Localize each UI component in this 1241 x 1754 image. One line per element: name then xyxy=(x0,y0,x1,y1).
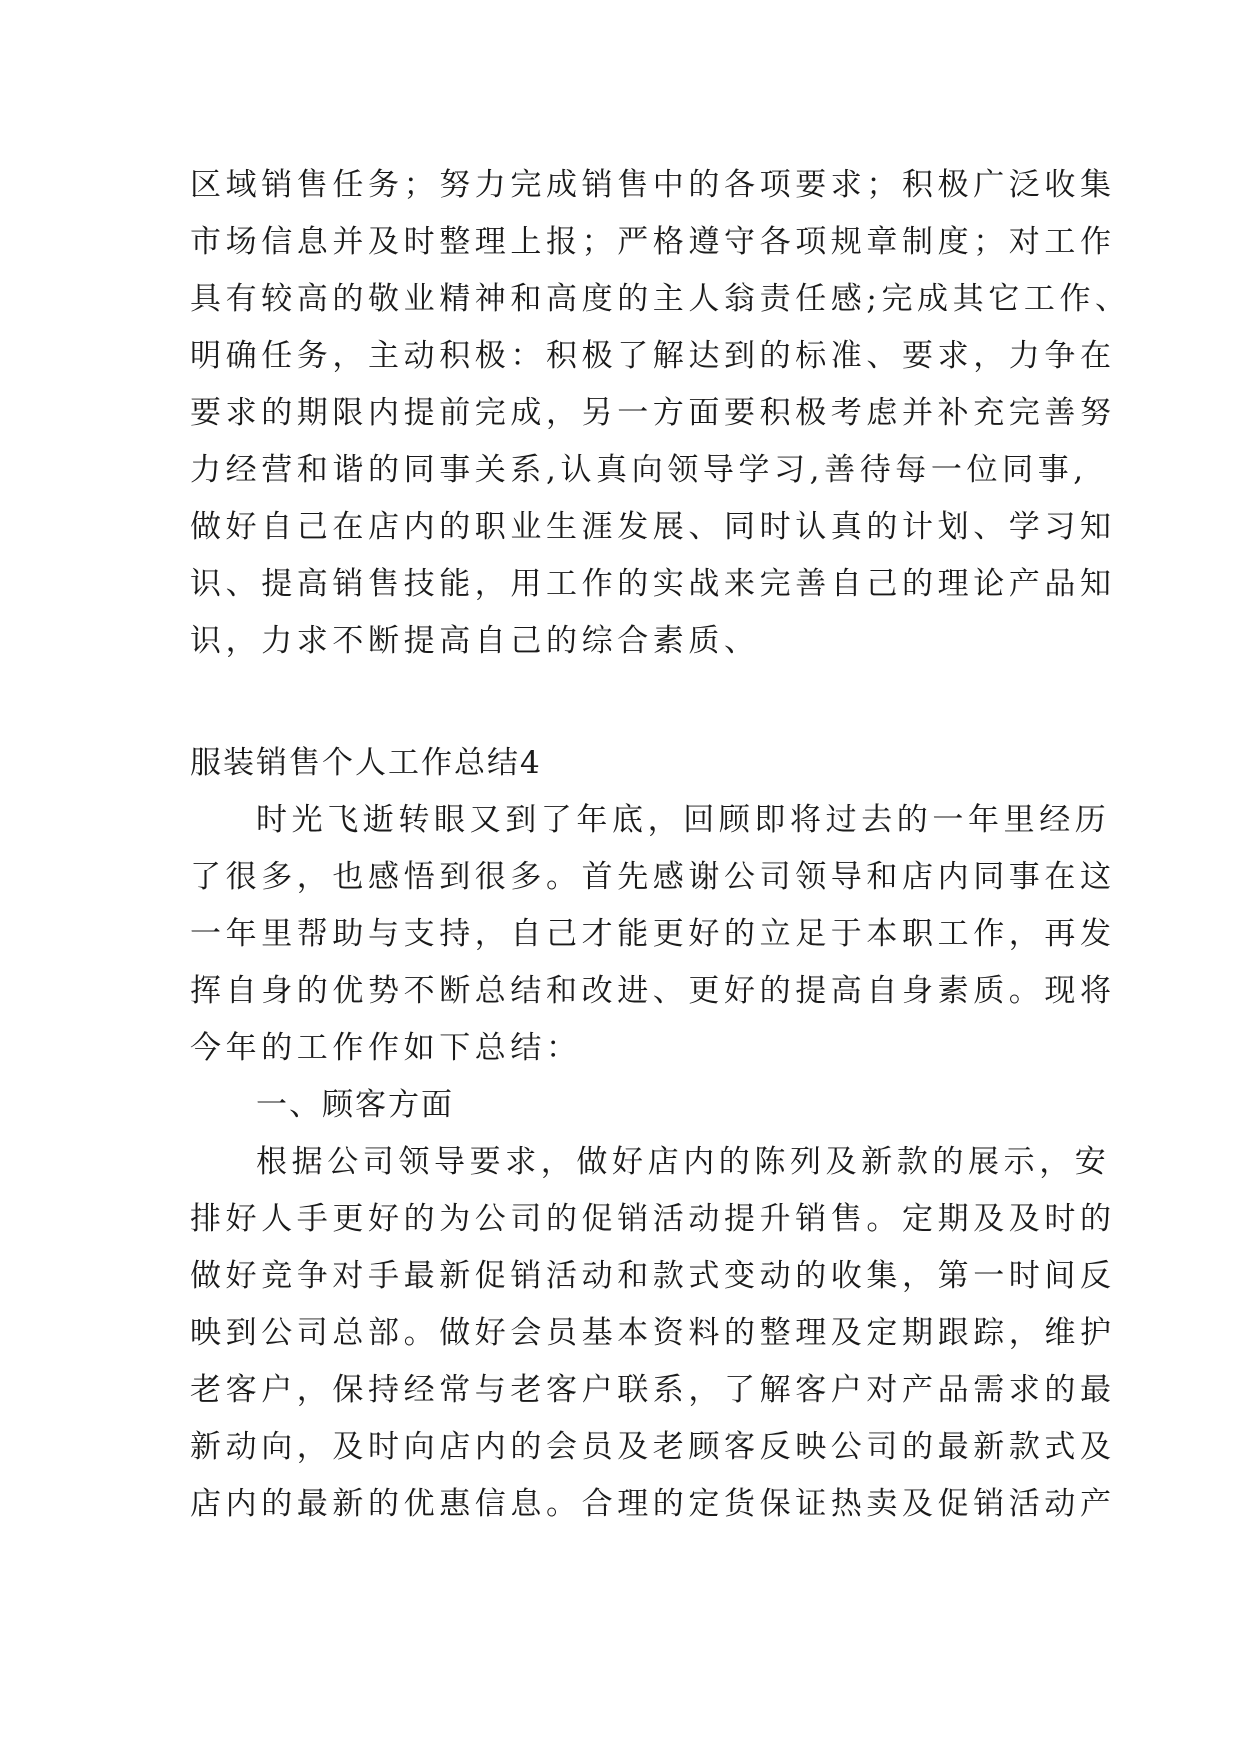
paragraph-line: 区域销售任务；努力完成销售中的各项要求；积极广泛收集 xyxy=(190,167,1116,203)
paragraph-line: 排好人手更好的为公司的促销活动提升销售。定期及及时的 xyxy=(190,1201,1116,1237)
paragraph-line: 识，力求不断提高自己的综合素质、 xyxy=(190,623,760,659)
paragraph-line: 一年里帮助与支持，自己才能更好的立足于本职工作，再发 xyxy=(190,916,1116,952)
paragraph-line: 力经营和谐的同事关系,认真向领导学习,善待每一位同事, xyxy=(190,452,1088,488)
paragraph-line: 做好自己在店内的职业生涯发展、同时认真的计划、学习知 xyxy=(190,509,1116,545)
paragraph-line: 要求的期限内提前完成，另一方面要积极考虑并补充完善努 xyxy=(190,395,1116,431)
subheading: 一、顾客方面 xyxy=(256,1087,454,1123)
paragraph-line: 店内的最新的优惠信息。合理的定货保证热卖及促销活动产 xyxy=(190,1486,1116,1522)
paragraph-line: 根据公司领导要求，做好店内的陈列及新款的展示，安 xyxy=(256,1144,1111,1180)
paragraph-line: 映到公司总部。做好会员基本资料的整理及定期跟踪，维护 xyxy=(190,1315,1116,1351)
paragraph-line: 市场信息并及时整理上报；严格遵守各项规章制度；对工作 xyxy=(190,224,1116,260)
section-title: 服装销售个人工作总结4 xyxy=(190,745,542,781)
paragraph-line: 识、提高销售技能，用工作的实战来完善自己的理论产品知 xyxy=(190,566,1116,602)
paragraph-line: 明确任务，主动积极：积极了解达到的标准、要求，力争在 xyxy=(190,338,1116,374)
paragraph-line: 今年的工作作如下总结： xyxy=(190,1030,582,1066)
paragraph-line: 做好竞争对手最新促销活动和款式变动的收集，第一时间反 xyxy=(190,1258,1116,1294)
paragraph-line: 时光飞逝转眼又到了年底，回顾即将过去的一年里经历 xyxy=(256,802,1111,838)
paragraph-line: 了很多，也感悟到很多。首先感谢公司领导和店内同事在这 xyxy=(190,859,1116,895)
paragraph-line: 老客户，保持经常与老客户联系，了解客户对产品需求的最 xyxy=(190,1372,1116,1408)
paragraph-line: 新动向，及时向店内的会员及老顾客反映公司的最新款式及 xyxy=(190,1429,1116,1465)
paragraph-line: 挥自身的优势不断总结和改进、更好的提高自身素质。现将 xyxy=(190,973,1116,1009)
paragraph-line: 具有较高的敬业精神和高度的主人翁责任感;完成其它工作、 xyxy=(190,281,1131,317)
